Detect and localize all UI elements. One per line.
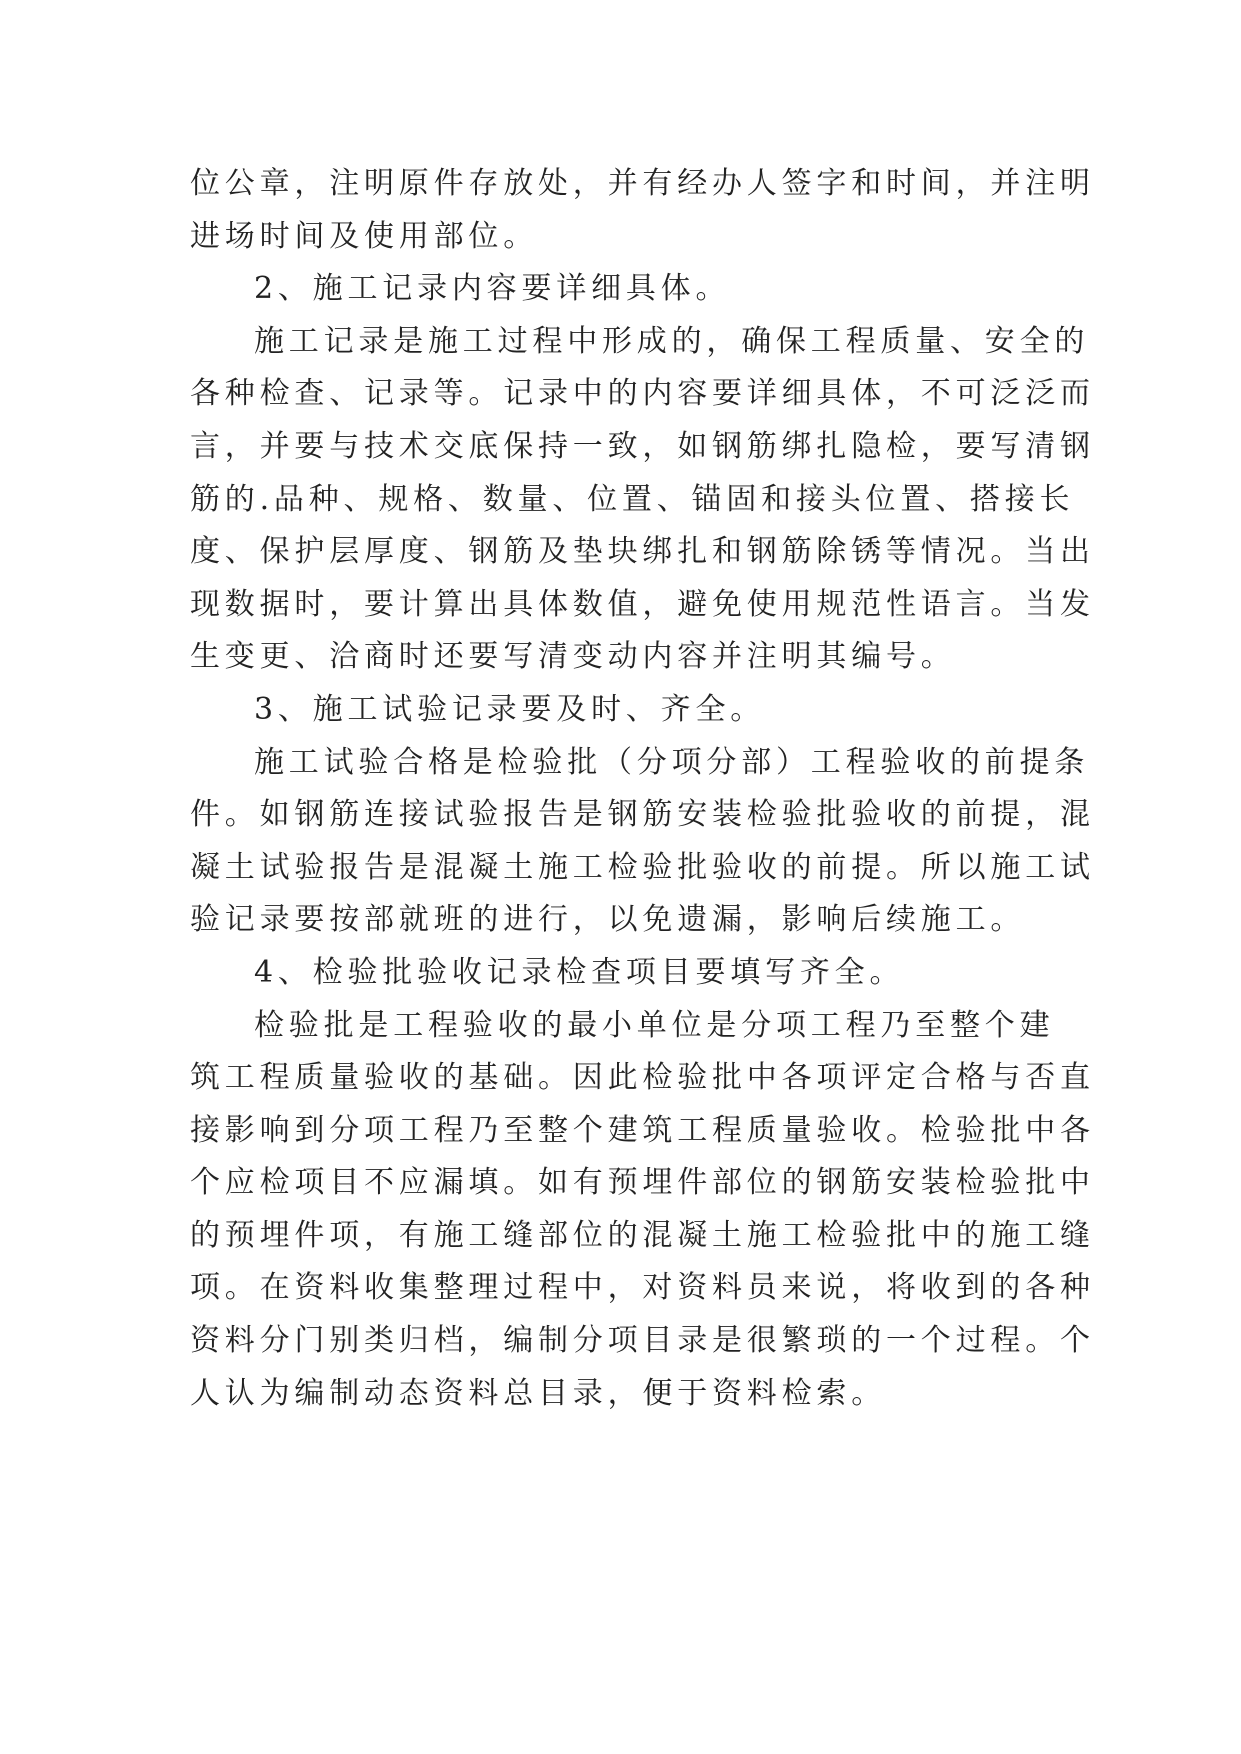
text-line: 筋的.品种、规格、数量、位置、锚固和接头位置、搭接长 [190, 481, 1075, 517]
text-line: 进场时间及使用部位。 [190, 218, 538, 254]
text-line: 施工试验合格是检验批（分项分部）工程验收的前提条 [254, 744, 1090, 780]
text-line: 验记录要按部就班的进行，以免遗漏，影响后续施工。 [190, 902, 1026, 938]
text-line: 施工记录是施工过程中形成的，确保工程质量、安全的 [254, 323, 1090, 359]
text-line: 度、保护层厚度、钢筋及垫块绑扎和钢筋除锈等情况。当出 [190, 534, 1095, 570]
document-body [190, 158, 1095, 1420]
text-line: 各种检查、记录等。记录中的内容要详细具体，不可泛泛而 [190, 376, 1095, 412]
text-line: 接影响到分项工程乃至整个建筑工程质量验收。检验批中各 [190, 1112, 1095, 1148]
text-line: 件。如钢筋连接试验报告是钢筋安装检验批验收的前提，混 [190, 797, 1095, 833]
text-line: 项。在资料收集整理过程中，对资料员来说，将收到的各种 [190, 1270, 1095, 1306]
text-line: 凝土试验报告是混凝土施工检验批验收的前提。所以施工试 [190, 849, 1095, 885]
text-line: 个应检项目不应漏填。如有预埋件部位的钢筋安装检验批中 [190, 1165, 1095, 1201]
text-line: 的预埋件项，有施工缝部位的混凝土施工检验批中的施工缝 [190, 1217, 1095, 1253]
text-line: 位公章，注明原件存放处，并有经办人签字和时间，并注明 [190, 166, 1095, 201]
text-line: 言，并要与技术交底保持一致，如钢筋绑扎隐检，要写清钢 [190, 428, 1095, 464]
text-line: 2、施工记录内容要详细具体。 [254, 271, 731, 307]
text-line: 现数据时，要计算出具体数值，避免使用规范性语言。当发 [190, 586, 1095, 622]
text-line: 资料分门别类归档，编制分项目录是很繁琐的一个过程。个 [190, 1323, 1095, 1359]
text-line: 生变更、洽商时还要写清变动内容并注明其编号。 [190, 639, 956, 675]
text-line: 3、施工试验记录要及时、齐全。 [254, 691, 766, 727]
text-line: 人认为编制动态资料总目录，便于资料检索。 [190, 1375, 886, 1411]
text-line: 4、检验批验收记录检查项目要填写齐全。 [254, 954, 905, 990]
text-line: 检验批是工程验收的最小单位是分项工程乃至整个建 [254, 1007, 1055, 1043]
text-line: 筑工程质量验收的基础。因此检验批中各项评定合格与否直 [190, 1060, 1095, 1096]
